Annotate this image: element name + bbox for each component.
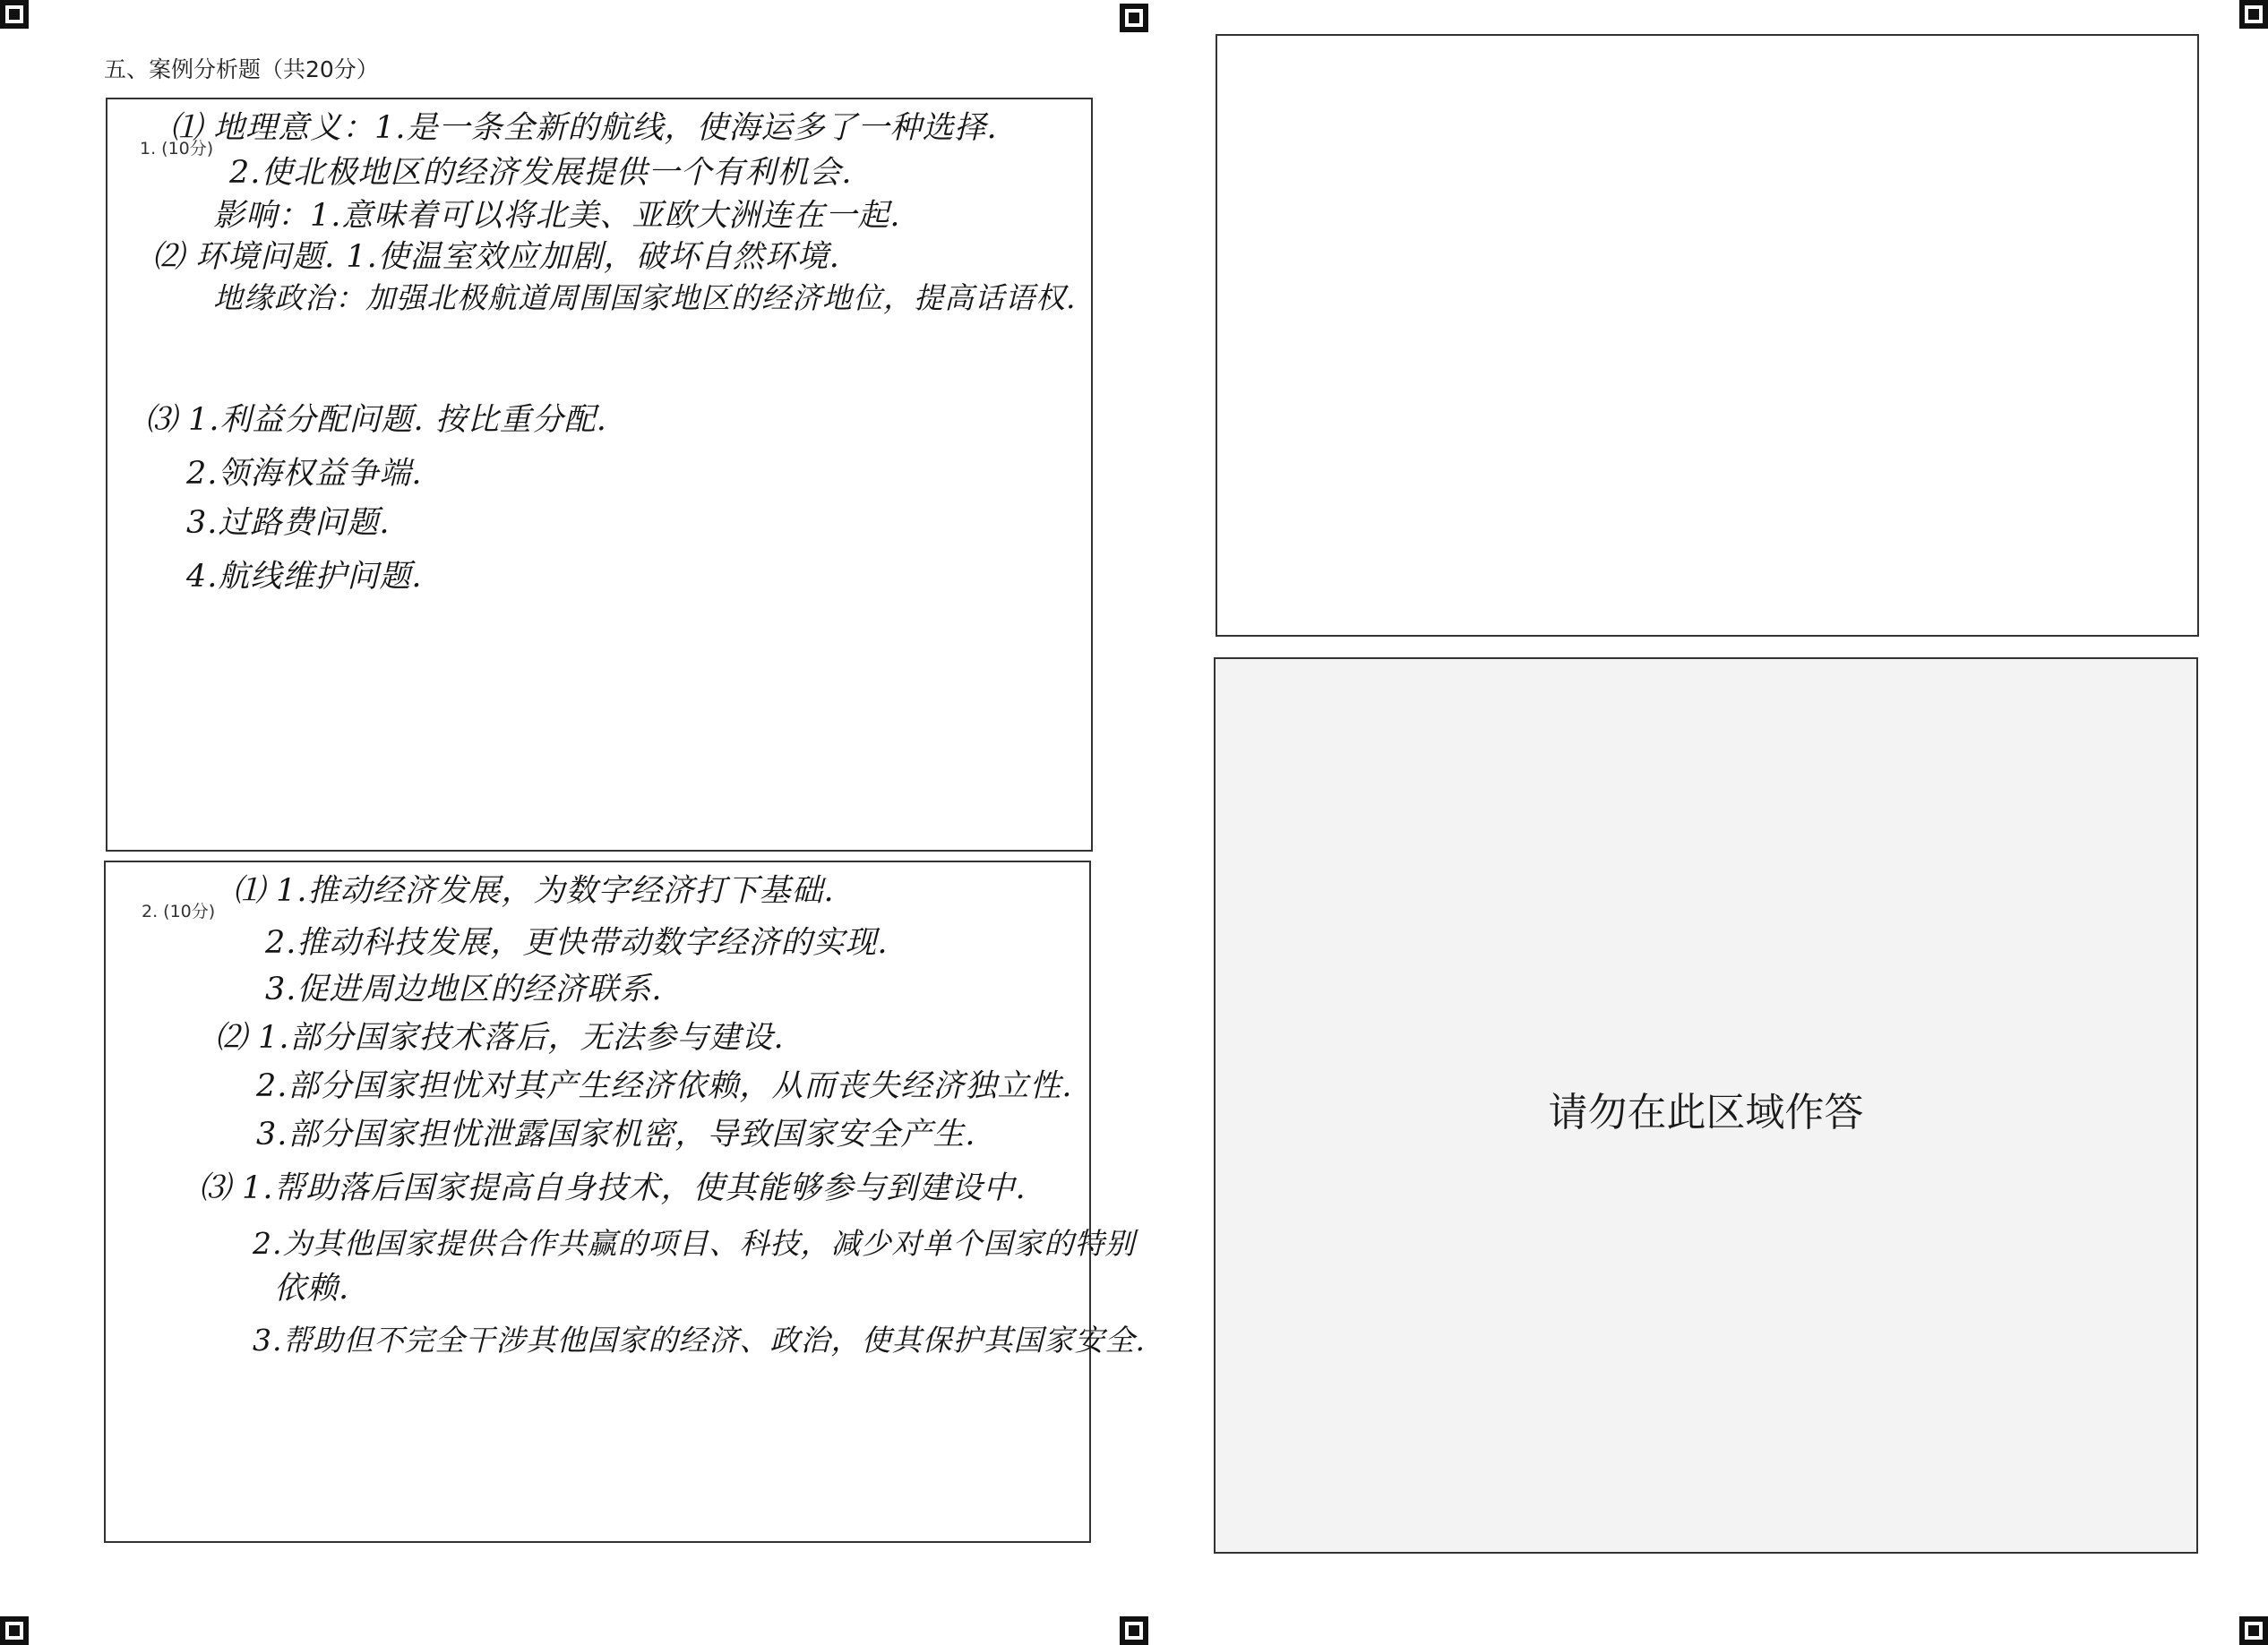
alignment-marker-top-left	[0, 0, 29, 29]
alignment-marker-bottom-right	[2239, 1616, 2268, 1645]
answer-line: 2.部分国家担忧对其产生经济依赖，从而丧失经济独立性.	[256, 1068, 1073, 1104]
answer-line: 3.过路费问题.	[186, 505, 391, 541]
answer-line: 2.使北极地区的经济发展提供一个有利机会.	[229, 155, 853, 191]
answer-line: ⑵ 环境问题. 1.使温室效应加剧，破坏自然环境.	[152, 239, 840, 275]
alignment-marker-top-center	[1120, 4, 1148, 32]
section-title: 五、案例分析题（共20分）	[104, 56, 379, 82]
answer-line: 2.领海权益争端.	[186, 456, 423, 492]
answer-line: 3.帮助但不完全干涉其他国家的经济、政治，使其保护其国家安全.	[253, 1323, 1146, 1358]
answer-line: 2.为其他国家提供合作共赢的项目、科技，减少对单个国家的特别	[253, 1226, 1136, 1261]
answer-line: 影响：1.意味着可以将北美、亚欧大洲连在一起.	[213, 198, 901, 234]
answer-line: 依赖.	[274, 1271, 350, 1307]
answer-line: 3.促进周边地区的经济联系.	[265, 972, 663, 1007]
answer-line: ⑴ 地理意义：1.是一条全新的航线，使海运多了一种选择.	[170, 110, 998, 146]
answer-box-question-2[interactable]	[104, 861, 1146, 1543]
answer-line: ⑶ 1.利益分配问题. 按比重分配.	[145, 402, 607, 438]
answer-line: ⑶ 1.帮助落后国家提高自身技术，使其能够参与到建设中.	[199, 1170, 1027, 1206]
question-label: 2. (10分)	[142, 902, 216, 921]
alignment-marker-top-right	[2239, 0, 2268, 29]
alignment-marker-bottom-left	[0, 1616, 29, 1645]
answer-line: 4.航线维护问题.	[186, 559, 423, 595]
answer-line: ⑵ 1.部分国家技术落后，无法参与建设.	[215, 1020, 785, 1056]
answer-line: 3.部分国家担忧泄露国家机密，导致国家安全产生.	[256, 1117, 976, 1152]
restricted-area	[1214, 657, 2198, 1554]
answer-line: 2.推动科技发展，更快带动数字经济的实现.	[265, 925, 889, 961]
answer-line: ⑴ 1.推动经济发展，为数字经济打下基础.	[233, 873, 835, 909]
answer-line: 地缘政治：加强北极航道周围国家地区的经济地位，提高话语权.	[213, 280, 1077, 315]
alignment-marker-bottom-center	[1120, 1616, 1148, 1645]
question-label: 1. (10分)	[140, 139, 214, 159]
blank-answer-area[interactable]	[1216, 34, 2199, 637]
answer-box-question-1[interactable]	[106, 98, 1093, 852]
restricted-area-notice: 请勿在此区域作答	[1548, 1090, 1864, 1135]
